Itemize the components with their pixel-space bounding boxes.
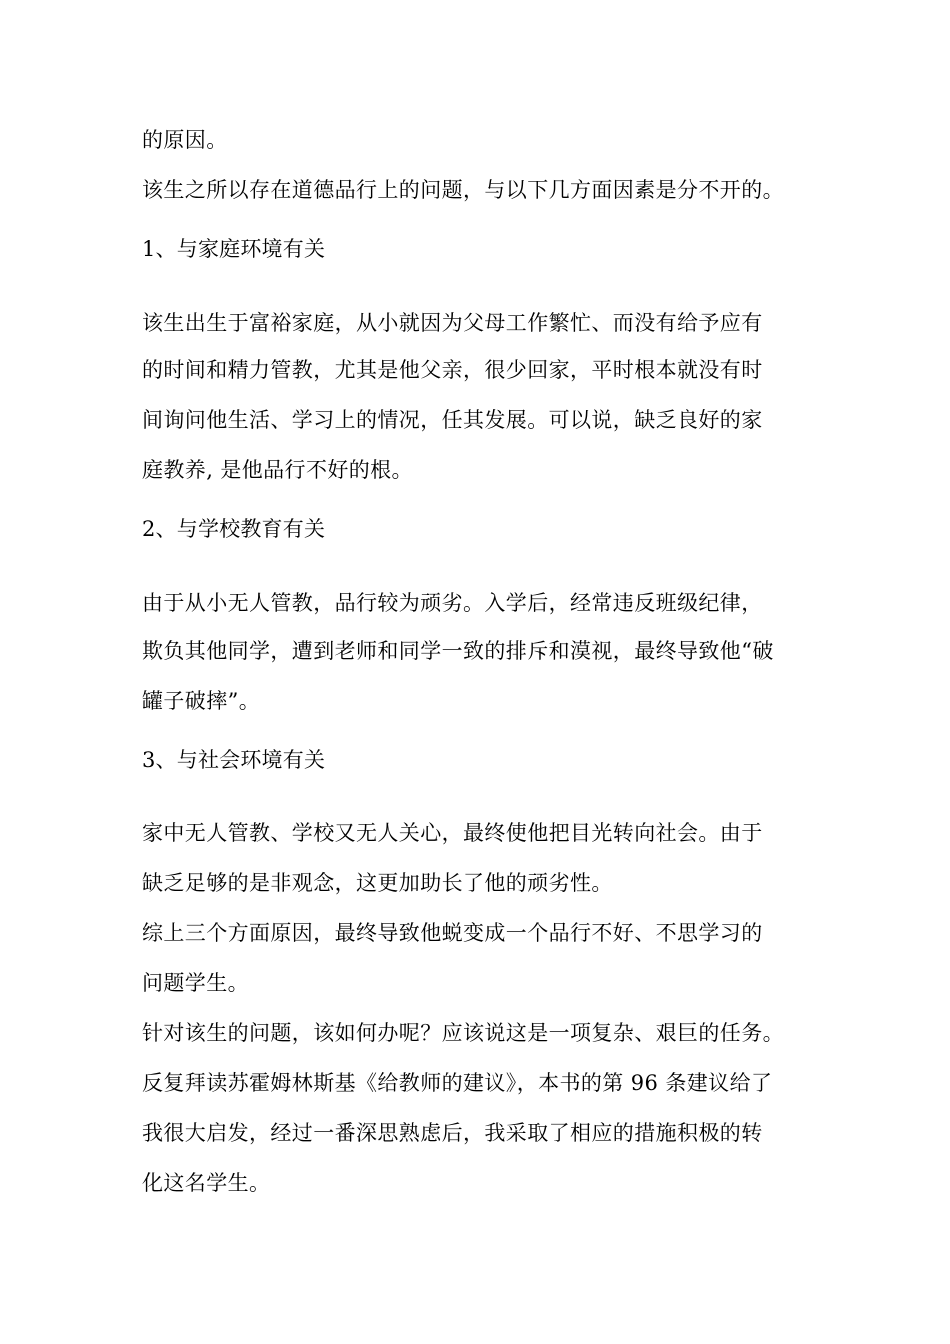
text-line: 庭教养, 是他品行不好的根。 (142, 458, 413, 482)
text-line: 家中无人管教、学校又无人关心，最终使他把目光转向社会。由于 (142, 821, 763, 845)
text-line: 欺负其他同学，遭到老师和同学一致的排斥和漠视，最终导致他“破 (142, 639, 774, 663)
text-line: 化这名学生。 (142, 1171, 271, 1195)
text-line: 缺乏足够的是非观念，这更加助长了他的顽劣性。 (142, 871, 613, 895)
text-line: 由于从小无人管教，品行较为顽劣。入学后，经常违反班级纪律， (142, 591, 763, 615)
text-line: 的时间和精力管教，尤其是他父亲，很少回家，平时根本就没有时 (142, 358, 763, 382)
text-line: 罐子破摔”。 (142, 689, 261, 713)
section-heading-school: 2、与学校教育有关 (142, 517, 326, 541)
section-heading-society: 3、与社会环境有关 (142, 748, 326, 772)
text-line: 间询问他生活、学习上的情况，任其发展。可以说，缺乏良好的家 (142, 408, 763, 432)
text-line: 反复拜读苏霍姆林斯基《给教师的建议》，本书的第 96 条建议给了 (142, 1071, 773, 1095)
text-line: 综上三个方面原因，最终导致他蜕变成一个品行不好、不思学习的 (142, 921, 763, 945)
text-line: 我很大启发，经过一番深思熟虑后，我采取了相应的措施积极的转 (142, 1121, 763, 1145)
text-line: 该生之所以存在道德品行上的问题，与以下几方面因素是分不开的。 (142, 178, 784, 202)
text-line: 问题学生。 (142, 971, 249, 995)
section-heading-family: 1、与家庭环境有关 (142, 237, 326, 261)
text-line: 的原因。 (142, 128, 228, 152)
text-line: 该生出生于富裕家庭，从小就因为父母工作繁忙、而没有给予应有 (142, 311, 763, 335)
text-line: 针对该生的问题，该如何办呢？应该说这是一项复杂、艰巨的任务。 (142, 1021, 784, 1045)
